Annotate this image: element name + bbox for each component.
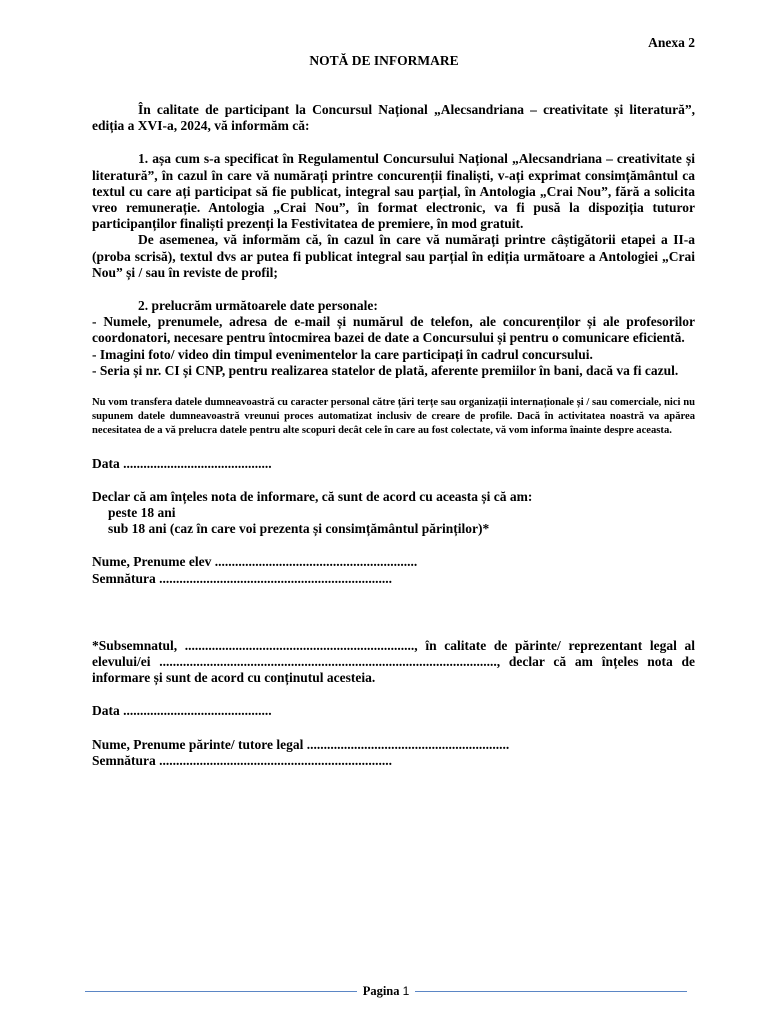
page-title: NOTĂ DE INFORMARE (309, 53, 459, 68)
option-over-18: peste 18 ani (108, 505, 176, 521)
parent-name-line: Nume, Prenume părinte/ tutore legal ............................................................ (92, 736, 510, 752)
date-line: Data ............................................ (92, 455, 272, 471)
bullet-item: - Seria și nr. CI și CNP, pentru realizarea statelor de plată, aferente premiilor în bani, dacă va fi cazul. (92, 362, 679, 378)
point-1b-paragraph: De asemenea, vă informăm că, în cazul în care vă numărați printre câștigătorii etapei a II-a (proba scrisă), textul dvs ar putea fi publicat integral sau parțial în ediția următoare a Antologiei „Crai Nou” și / sau în reviste de profil; (92, 232, 695, 280)
page-number-value: 1 (402, 983, 410, 998)
declaration-text: Declar că am înțeles nota de informare, că sunt de acord cu aceasta și că am: (92, 488, 533, 504)
page-label: Pagina (362, 983, 400, 998)
parent-statement: *Subsemnatul, ...................................................................., în calitate de părinte/ reprezentant legal al elevului/ei ...................................................................................................., declar că am înțeles nota de informare și sunt de acord cu conținutul acesteia. (92, 637, 695, 686)
footer-divider-right (415, 991, 687, 992)
bullet-item: - Imagini foto/ video din timpul evenimentelor la care participați în cadrul concursului. (92, 346, 593, 362)
data-transfer-notice: Nu vom transfera datele dumneavoastră cu caracter personal către țări terțe sau organizații internaționale și / sau comerciale, nici nu supunem datele dumneavoastră vreunui proces automatizat inclusiv de creare de profile. Dacă în activitatea noastră va apărea necesitatea de a vă prelucra datele pentru alte scopuri decât cele în care au fost colectate, vă vom informa înainte despre aceasta. (92, 397, 695, 437)
bullet-item: - Numele, prenumele, adresa de e-mail și numărul de telefon, ale concurenților și ale profesorilor coordonatori, necesare pentru întocmirea bazei de date a Concursului și pentru o comunicare eficientă. (92, 314, 695, 346)
parent-signature-line: Semnătura ..................................................................... (92, 752, 392, 768)
page-footer (85, 983, 687, 999)
parent-date-line: Data ............................................ (92, 703, 272, 719)
point-2-heading: 2. prelucrăm următoarele date personale: (138, 298, 378, 314)
footer-divider-left (85, 991, 357, 992)
annex-label: Anexa 2 (648, 35, 695, 50)
option-under-18: sub 18 ani (caz în care voi prezenta și consimțământul părinților)* (108, 521, 490, 537)
intro-paragraph: În calitate de participant la Concursul Național „Alecsandriana – creativitate și literatură”, ediția a XVI-a, 2024, vă informăm că: (92, 102, 695, 134)
point-1-paragraph: 1. așa cum s-a specificat în Regulamentul Concursului Național „Alecsandriana – creativitate și literatură”, în cazul în care vă numărați printre concurenții finaliști, v-ați exprimat consimțământul ca textul cu care ați participat să fie publicat, integral sau parțial, în Antologia „Crai Nou”, fără a solicita vreo remunerație. Antologia „Crai Nou”, în format electronic, va fi pusă la dispoziția tuturor participanților finaliști prezenți la Festivitatea de premiere, în mod gratuit. (92, 151, 695, 232)
student-signature-line: Semnătura ..................................................................... (92, 570, 392, 586)
document-body (92, 102, 695, 769)
student-name-line: Nume, Prenume elev ............................................................ (92, 554, 418, 570)
page-number (357, 984, 416, 999)
